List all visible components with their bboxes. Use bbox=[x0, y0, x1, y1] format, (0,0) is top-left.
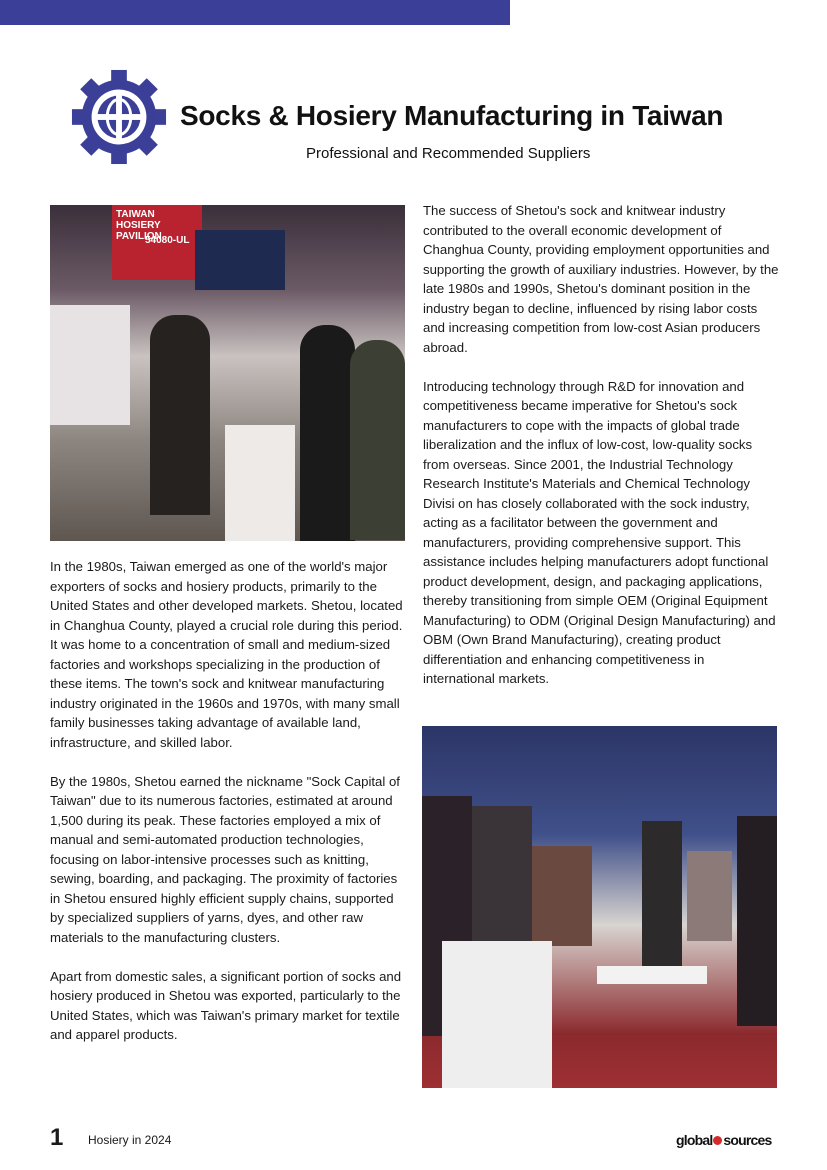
left-text-column bbox=[50, 557, 406, 1064]
booth-counter bbox=[225, 425, 295, 541]
product-wall bbox=[532, 846, 592, 946]
brand-left: global bbox=[676, 1132, 713, 1148]
paragraph: In the 1980s, Taiwan emerged as one of the world's major exporters of socks and hosiery products, primarily to the United States and other developed markets. Shetou, located in Changhua County, played a crucial role during this period. It was home to a concentration of small and medium-sized factories and workshops specializing in the production of these items. The town's sock and knitwear manufacturing industry originated in the 1960s and 1970s, with many small family businesses taking advantage of available land, infrastructure, and skilled labor. bbox=[50, 559, 403, 750]
pavilion-sign-text: TAIWAN HOSIERY PAVILION bbox=[116, 209, 162, 242]
page-subtitle: Professional and Recommended Suppliers bbox=[306, 145, 591, 162]
visitor-figure bbox=[350, 340, 405, 540]
booth-table bbox=[597, 966, 707, 984]
booth-number: 54080-UL bbox=[145, 235, 190, 246]
visitor-figure bbox=[150, 315, 210, 515]
brand-right: sources bbox=[723, 1132, 772, 1148]
trade-show-photo-hosiery-pavilion bbox=[50, 205, 405, 541]
global-sources-logo bbox=[676, 1132, 772, 1148]
right-text-column bbox=[423, 201, 779, 708]
paragraph: The success of Shetou's sock and knitwear industry contributed to the overall economic development of Changhua County, providing employment opportunities and supporting the growth of auxiliary industries. However, by the late 1980s and 1990s, Shetou's dominant position in the industry began to decline, influenced by rising labor costs and increasing competition from low-cost Asian producers abroad. bbox=[423, 203, 779, 355]
visitor-figure bbox=[300, 325, 355, 541]
brand-dot-icon bbox=[713, 1136, 722, 1145]
publication-name: Hosiery in 2024 bbox=[88, 1133, 172, 1147]
top-accent-bar bbox=[0, 0, 510, 25]
banner-model bbox=[737, 816, 777, 1026]
page-number: 1 bbox=[50, 1124, 64, 1151]
paragraph: Introducing technology through R&D for innovation and competitiveness became imperative for Shetou's sock manufacturers to cope with the impacts of global trade liberalization and the influx of low-cost, low-quality socks from overseas. Since 2001, the Industrial Technology Research Institute's Materials and Chemical Technology Divisi on has closely collaborated with the sock industry, acting as a facilitator between the government and manufacturers, providing comprehensive support. This assistance includes helping manufacturers adopt functional product development, design, and packaging applications, thereby transitioning from simple OEM (Original Equipment Manufacturing) to ODM (Original Design Manufacturing) and OBM (Own Brand Manufacturing), creating product differentiation and enhancing competitiveness in international markets. bbox=[423, 378, 776, 686]
trade-show-photo-hosiery-booth bbox=[422, 726, 777, 1088]
banner-model bbox=[642, 821, 682, 971]
paragraph: By the 1980s, Shetou earned the nickname "Sock Capital of Taiwan" due to its numerous factories, estimated at around 1,500 during its peak. These factories employed a mix of manual and semi-automated production technologies, focusing on labor-intensive processes such as knitting, sewing, boarding, and packaging. The proximity of factories in Shetou ensured highly efficient supply chains, supported by specialized suppliers of yarns, dyes, and other raw materials to the manufacturing clusters. bbox=[50, 773, 400, 945]
paragraph: Apart from domestic sales, a significant portion of socks and hosiery produced in Shetou was exported, particularly to the United States, which was Taiwan's primary market for textile and apparel products. bbox=[50, 968, 402, 1042]
gear-logo-icon bbox=[70, 68, 168, 166]
booth-counter bbox=[442, 941, 552, 1088]
sock-display bbox=[50, 305, 130, 425]
booth-banner bbox=[195, 230, 285, 290]
product-wall bbox=[687, 851, 732, 941]
page-title: Socks & Hosiery Manufacturing in Taiwan bbox=[180, 100, 724, 131]
